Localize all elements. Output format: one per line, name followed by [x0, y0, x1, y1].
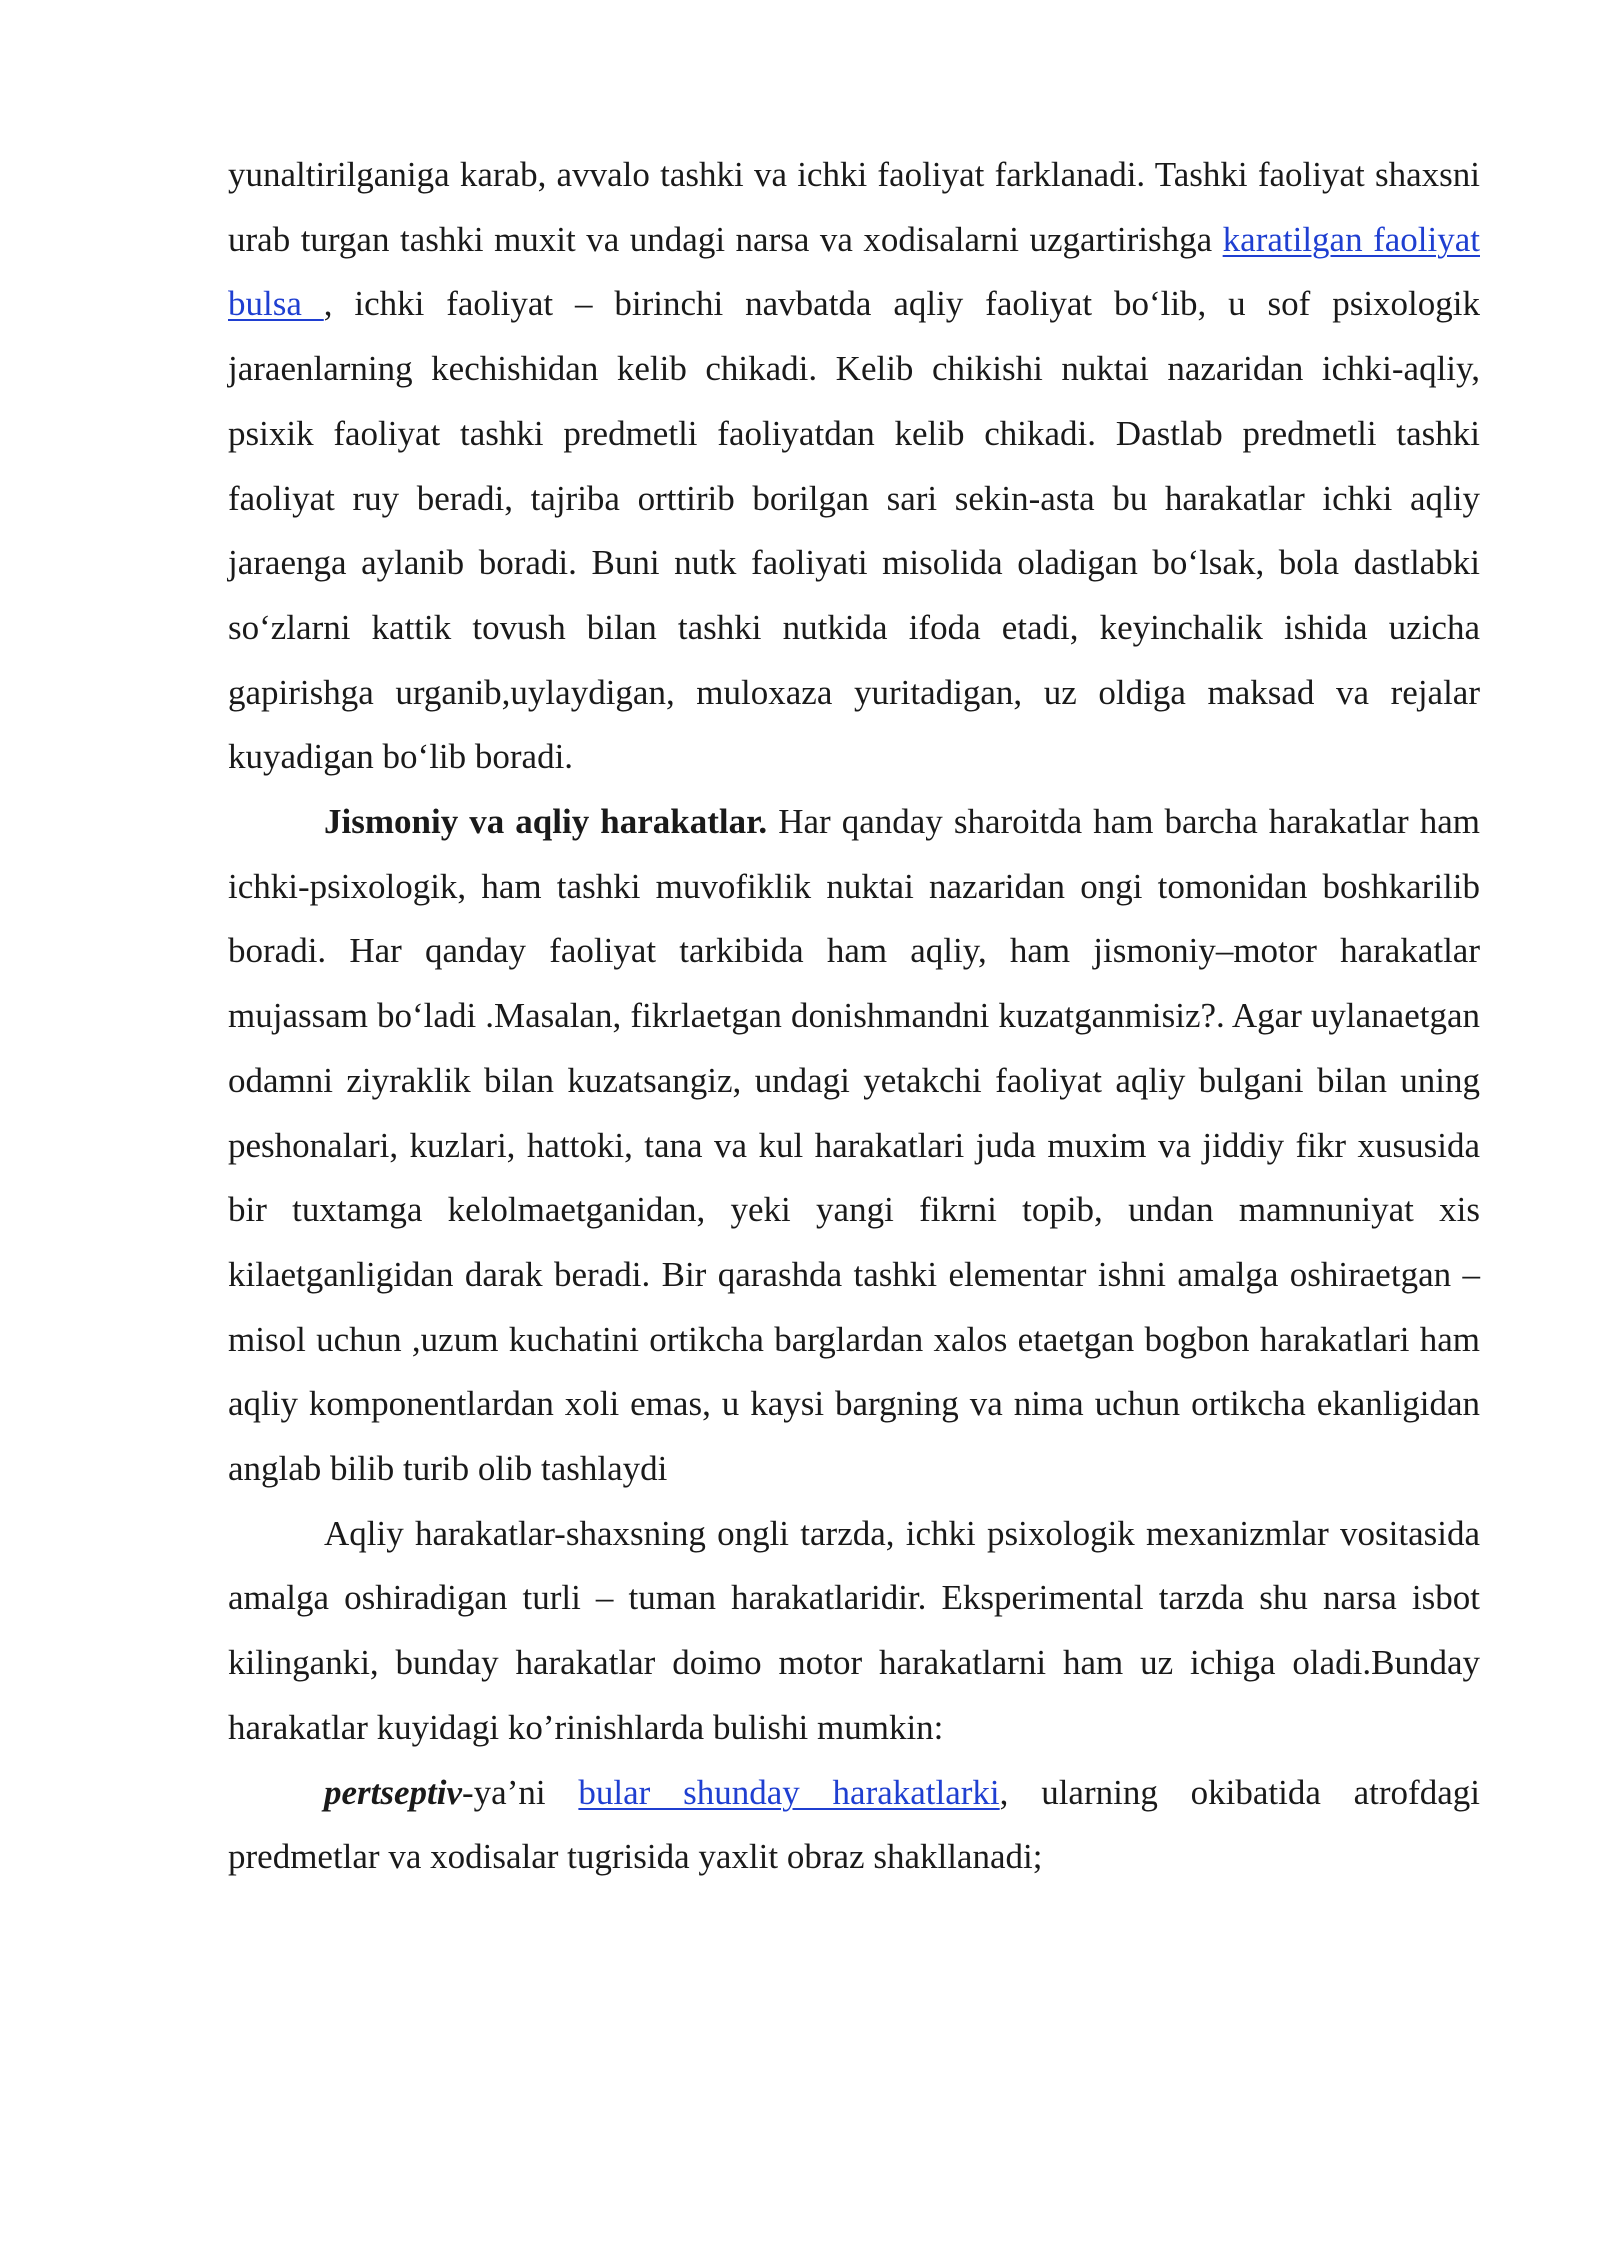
paragraph-text: Har qanday sharoitda ham barcha harakatlar ham ichki-psixologik, ham tashki muvofiklik nuktai nazaridan ongi tomonidan boshkarilib boradi. Har qanday faoliyat tarkibida ham aqliy, ham jismoniy–motor harakatlar mujassam bo‘ladi .Masalan, fikrlaetgan donishmandni kuzatganmisiz?. Agar uylanaetgan odamni ziyraklik bilan kuzatsangiz, undagi yetakchi faoliyat aqliy bulgani bilan uning peshonalari, kuzlari, hattoki, tana va kul harakatlari juda muxim va jiddiy fikr xususida bir tuxtamga kelolmaetganidan, yeki yangi fikrni topib, undan mamnuniyat xis kilaetganligidan darak beradi. Bir qarashda tashki elementar ishni amalga oshiraetgan – misol uchun ,uzum kuchatini ortikcha barglardan xalos etaetgan bogbon harakatlari ham aqliy komponentlardan xoli emas, u kaysi bargning va nima uchun ortikcha ekanligidan anglab bilib turib olib tashlaydi [228, 802, 1480, 1489]
paragraph-text: Aqliy harakatlar-shaxsning ongli tarzda, ichki psixologik mexanizmlar vositasida amalga oshiradigan turli – tuman harakatlaridir. Eksperimental tarzda shu narsa isbot kilinganki, bunday harakatlar doimo motor harakatlarni ham uz ichiga oladi.Bunday harakatlar kuyidagi ko’rinishlarda bulishi mumkin: [228, 1513, 1480, 1747]
paragraph-text: yunaltirilganiga karab, avvalo tashki va ichki faoliyat farklanadi. Tashki faoliyat shaxsni urab turgan tashki muxit va undagi narsa va xodisalarni uzgartirishga [228, 155, 1480, 259]
paragraph-mental-actions [228, 1502, 1480, 1761]
hyperlink-actions[interactable]: bular shunday harakatlarki [578, 1772, 1000, 1812]
paragraph-text: , ichki faoliyat – birinchi navbatda aqliy faoliyat bo‘lib, u sof psixologik jaraenlarning kechishidan kelib chikadi. Kelib chikishi nuktai nazaridan ichki-aqliy, psixik faoliyat tashki predmetli faoliyatdan kelib chikadi. Dastlab predmetli tashki faoliyat ruy beradi, tajriba orttirib borilgan sari sekin-asta bu harakatlar ichki aqliy jaraenga aylanib boradi. Buni nutk faoliyati misolida oladigan bo‘lsak, bola dastlabki so‘zlarni kattik tovush bilan tashki nutkida ifoda etadi, keyinchalik ishida uzicha gapirishga urganib,uylaydigan, muloxaza yuritadigan, uz oldiga maksad va rejalar kuyadigan bo‘lib boradi. [228, 284, 1480, 777]
paragraph-text: -ya’ni [462, 1772, 579, 1812]
document-page [228, 143, 1480, 1890]
section-heading: Jismoniy va aqliy harakatlar. [324, 802, 768, 842]
term-perceptive: pertseptiv [324, 1772, 463, 1812]
paragraph-activity-types [228, 143, 1480, 790]
paragraph-perceptive [228, 1761, 1480, 1890]
hyperlink-activity[interactable]: karatilgan faoliyat bulsa [228, 219, 1480, 324]
paragraph-physical-mental-actions [228, 790, 1480, 1502]
paragraph-text: , ularning okibatida atrofdagi predmetlar va xodisalar tugrisida yaxlit obraz shakllanadi; [228, 1772, 1480, 1877]
